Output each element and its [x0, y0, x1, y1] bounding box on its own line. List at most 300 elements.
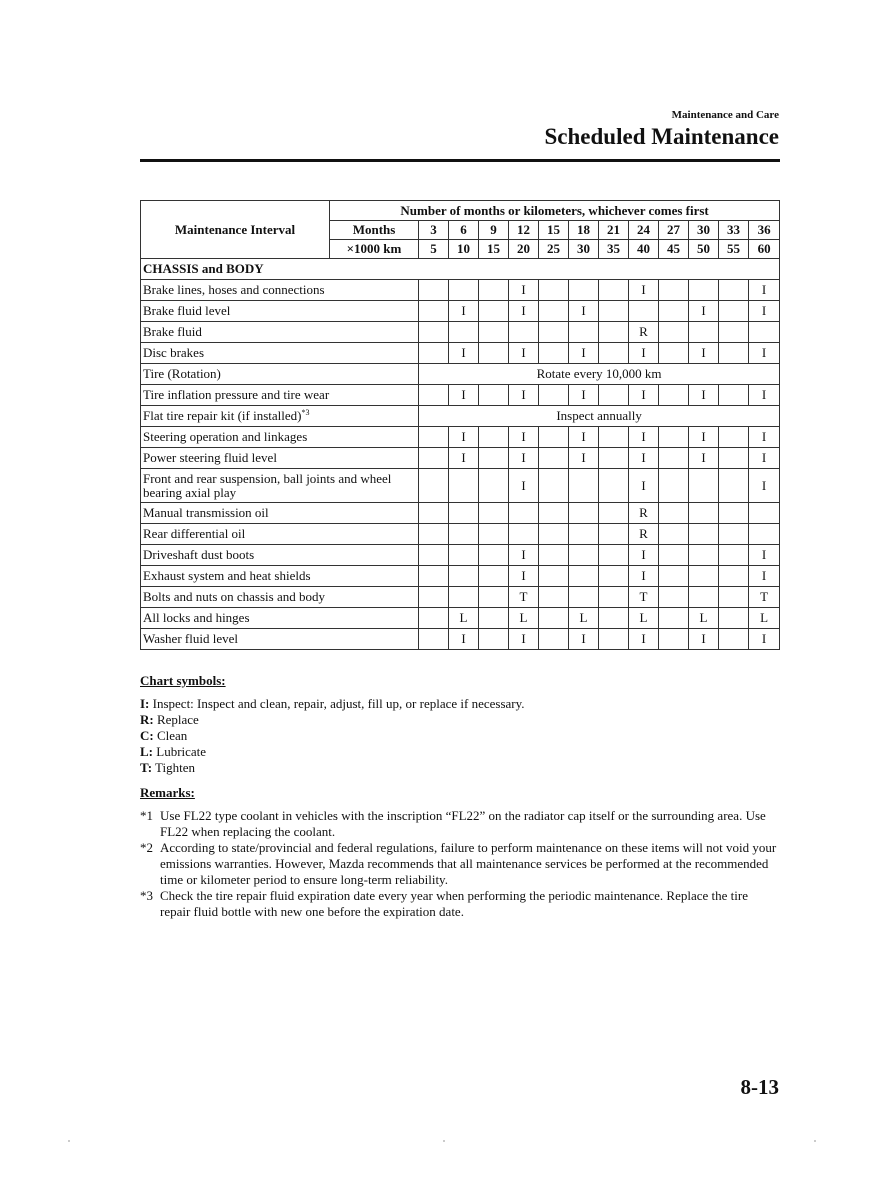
- km-header-cell: 5: [419, 240, 449, 259]
- schedule-cell: [419, 385, 449, 406]
- schedule-cell: I: [629, 448, 659, 469]
- table-row: [141, 301, 780, 322]
- legend: [140, 673, 779, 920]
- schedule-cell: [629, 301, 659, 322]
- schedule-cell: [539, 566, 569, 587]
- schedule-cell: L: [449, 608, 479, 629]
- row-label-text: Tire inflation pressure and tire wear: [143, 387, 330, 402]
- schedule-cell: [599, 301, 629, 322]
- schedule-cell: [419, 280, 449, 301]
- table-row: [141, 608, 780, 629]
- schedule-cell: [719, 469, 749, 503]
- schedule-cell: [479, 587, 509, 608]
- schedule-cell: [599, 448, 629, 469]
- schedule-cell: I: [749, 629, 780, 650]
- schedule-cell: I: [569, 301, 599, 322]
- symbol-text: Clean: [153, 728, 188, 743]
- schedule-cell: I: [689, 448, 719, 469]
- print-dot: [814, 1140, 816, 1142]
- schedule-cell: I: [449, 343, 479, 364]
- km-header-cell: 40: [629, 240, 659, 259]
- schedule-cell: I: [749, 545, 780, 566]
- schedule-cell: [479, 524, 509, 545]
- symbol-text: Replace: [153, 712, 199, 727]
- schedule-cell: [569, 469, 599, 503]
- schedule-cell: I: [749, 566, 780, 587]
- schedule-cell: [479, 322, 509, 343]
- schedule-cell: [539, 469, 569, 503]
- schedule-cell: I: [509, 343, 539, 364]
- schedule-cell: [719, 545, 749, 566]
- schedule-cell: I: [509, 301, 539, 322]
- schedule-cell: [419, 545, 449, 566]
- schedule-cell: I: [449, 427, 479, 448]
- schedule-cell: [719, 343, 749, 364]
- symbol-item: [140, 712, 779, 728]
- schedule-cell: I: [749, 448, 780, 469]
- symbol-item: [140, 696, 779, 712]
- table-row: [141, 343, 780, 364]
- row-label-text: Rear differential oil: [143, 526, 246, 541]
- km-header-cell: 50: [689, 240, 719, 259]
- symbol-item: [140, 744, 779, 760]
- schedule-cell: [569, 503, 599, 524]
- section-title: CHASSIS and BODY: [141, 259, 780, 280]
- row-label: [141, 545, 419, 566]
- schedule-cell: [419, 448, 449, 469]
- month-header-cell: 3: [419, 221, 449, 240]
- print-dot: [68, 1140, 70, 1142]
- schedule-cell: [719, 280, 749, 301]
- schedule-cell: [449, 587, 479, 608]
- schedule-cell: [419, 587, 449, 608]
- schedule-cell: [539, 301, 569, 322]
- schedule-cell: [659, 629, 689, 650]
- schedule-cell: [479, 280, 509, 301]
- maintenance-interval-header: Maintenance Interval: [141, 201, 330, 259]
- schedule-cell: [419, 427, 449, 448]
- schedule-cell: [449, 469, 479, 503]
- schedule-cell: I: [449, 301, 479, 322]
- schedule-cell: I: [569, 427, 599, 448]
- row-label: [141, 503, 419, 524]
- row-label: [141, 343, 419, 364]
- month-header-cell: 24: [629, 221, 659, 240]
- schedule-cell: [509, 524, 539, 545]
- schedule-cell: I: [569, 343, 599, 364]
- schedule-cell: [569, 524, 599, 545]
- schedule-cell: [539, 385, 569, 406]
- schedule-cell: I: [509, 545, 539, 566]
- schedule-cell: [539, 427, 569, 448]
- span-cell: Rotate every 10,000 km: [419, 364, 780, 385]
- schedule-cell: [599, 608, 629, 629]
- schedule-cell: [479, 629, 509, 650]
- km-header-cell: 30: [569, 240, 599, 259]
- row-label: [141, 364, 419, 385]
- schedule-cell: [659, 608, 689, 629]
- schedule-cell: [659, 503, 689, 524]
- table-row: [141, 524, 780, 545]
- row-label-text: Front and rear suspension, ball joints and wheel bearing axial play: [143, 470, 392, 500]
- schedule-cell: [479, 448, 509, 469]
- schedule-cell: [719, 385, 749, 406]
- schedule-cell: [599, 343, 629, 364]
- table-row: [141, 364, 780, 385]
- month-header-cell: 12: [509, 221, 539, 240]
- symbol-key: R:: [140, 712, 154, 727]
- row-label: [141, 448, 419, 469]
- km-header-cell: 60: [749, 240, 780, 259]
- remark-number: *2: [140, 840, 153, 855]
- table-row: [141, 280, 780, 301]
- schedule-cell: [539, 280, 569, 301]
- schedule-cell: [419, 343, 449, 364]
- symbol-text: Tighten: [152, 760, 196, 775]
- schedule-cell: [719, 587, 749, 608]
- schedule-cell: [659, 322, 689, 343]
- schedule-cell: T: [629, 587, 659, 608]
- remarks-heading: Remarks:: [140, 785, 195, 800]
- section-row: [141, 259, 780, 280]
- schedule-cell: [419, 322, 449, 343]
- schedule-cell: [599, 280, 629, 301]
- schedule-cell: [479, 608, 509, 629]
- months-label: Months: [330, 221, 419, 240]
- schedule-cell: [599, 322, 629, 343]
- schedule-cell: [449, 545, 479, 566]
- schedule-cell: L: [689, 608, 719, 629]
- schedule-cell: [599, 385, 629, 406]
- schedule-cell: I: [749, 427, 780, 448]
- schedule-cell: [479, 385, 509, 406]
- schedule-cell: [539, 524, 569, 545]
- schedule-cell: T: [509, 587, 539, 608]
- schedule-cell: [479, 503, 509, 524]
- month-header-cell: 6: [449, 221, 479, 240]
- symbol-item: [140, 728, 779, 744]
- km-header-cell: 25: [539, 240, 569, 259]
- schedule-cell: I: [449, 629, 479, 650]
- month-header-cell: 18: [569, 221, 599, 240]
- schedule-cell: [419, 524, 449, 545]
- schedule-cell: [419, 608, 449, 629]
- schedule-cell: I: [509, 427, 539, 448]
- remark-text: Use FL22 type coolant in vehicles with the inscription “FL22” on the radiator cap itself or the surrounding area. Use FL22 when replacing the coolant.: [160, 808, 766, 839]
- row-label-text: Disc brakes: [143, 345, 205, 360]
- schedule-cell: [479, 469, 509, 503]
- km-header-cell: 10: [449, 240, 479, 259]
- schedule-cell: R: [629, 524, 659, 545]
- symbol-list: [140, 696, 779, 776]
- schedule-cell: [569, 280, 599, 301]
- km-header-cell: 55: [719, 240, 749, 259]
- schedule-cell: I: [449, 448, 479, 469]
- month-header-cell: 36: [749, 221, 780, 240]
- km-header-cell: 45: [659, 240, 689, 259]
- schedule-cell: [719, 566, 749, 587]
- schedule-cell: [689, 524, 719, 545]
- table-row: [141, 503, 780, 524]
- schedule-cell: [689, 587, 719, 608]
- schedule-cell: [539, 608, 569, 629]
- row-label-text: Washer fluid level: [143, 631, 238, 646]
- page-header: [140, 108, 779, 152]
- schedule-cell: [539, 322, 569, 343]
- month-header-cell: 27: [659, 221, 689, 240]
- schedule-cell: [659, 587, 689, 608]
- chart-symbols-heading: Chart symbols:: [140, 673, 226, 688]
- symbol-key: I:: [140, 696, 150, 711]
- schedule-cell: [659, 427, 689, 448]
- schedule-cell: I: [569, 629, 599, 650]
- schedule-cell: I: [689, 427, 719, 448]
- schedule-cell: [599, 524, 629, 545]
- schedule-cell: [659, 385, 689, 406]
- section-label: Maintenance and Care: [671, 109, 779, 121]
- schedule-cell: [659, 545, 689, 566]
- schedule-cell: [719, 301, 749, 322]
- schedule-cell: [719, 448, 749, 469]
- row-label: [141, 524, 419, 545]
- row-label: [141, 385, 419, 406]
- schedule-cell: I: [509, 385, 539, 406]
- km-label: ×1000 km: [330, 240, 419, 259]
- schedule-cell: I: [509, 448, 539, 469]
- row-label-text: Brake fluid: [143, 324, 202, 339]
- row-label: [141, 566, 419, 587]
- schedule-cell: [689, 545, 719, 566]
- table-row: [141, 385, 780, 406]
- row-label-text: Power steering fluid level: [143, 450, 277, 465]
- schedule-cell: I: [749, 301, 780, 322]
- symbol-text: Lubricate: [153, 744, 207, 759]
- schedule-cell: [479, 427, 509, 448]
- schedule-cell: I: [629, 280, 659, 301]
- remark-text: According to state/provincial and federal regulations, failure to perform maintenance on these items will not void your emissions warranties. However, Mazda recommends that all maintenance services be performed at the recommended time or kilometer period to ensure long-term reliability.: [160, 840, 777, 887]
- schedule-cell: [689, 322, 719, 343]
- remark-item: [140, 808, 779, 840]
- schedule-cell: [449, 566, 479, 587]
- schedule-cell: [569, 545, 599, 566]
- schedule-cell: I: [629, 343, 659, 364]
- footnote-ref: *3: [301, 408, 310, 417]
- schedule-cell: [719, 322, 749, 343]
- remark-text: Check the tire repair fluid expiration date every year when performing the periodic maintenance. Replace the tire repair fluid bottle with new one before the expiration date.: [160, 888, 748, 919]
- schedule-cell: [599, 427, 629, 448]
- row-label-text: Brake fluid level: [143, 303, 231, 318]
- row-label: [141, 469, 419, 503]
- schedule-cell: [449, 280, 479, 301]
- schedule-cell: [749, 524, 780, 545]
- schedule-cell: [689, 280, 719, 301]
- row-label: [141, 406, 419, 427]
- schedule-cell: T: [749, 587, 780, 608]
- schedule-cell: L: [629, 608, 659, 629]
- schedule-cell: [749, 322, 780, 343]
- schedule-cell: I: [749, 385, 780, 406]
- table-row: [141, 587, 780, 608]
- schedule-cell: I: [509, 469, 539, 503]
- month-header-cell: 33: [719, 221, 749, 240]
- remark-number: *1: [140, 808, 153, 823]
- table-row: [141, 406, 780, 427]
- row-label-text: Driveshaft dust boots: [143, 547, 255, 562]
- row-label: [141, 629, 419, 650]
- schedule-cell: [479, 301, 509, 322]
- schedule-cell: [569, 322, 599, 343]
- page-title: Scheduled Maintenance: [544, 124, 779, 149]
- schedule-cell: [419, 566, 449, 587]
- schedule-cell: I: [689, 343, 719, 364]
- remark-number: *3: [140, 888, 153, 903]
- row-label-text: Brake lines, hoses and connections: [143, 282, 325, 297]
- schedule-cell: [449, 322, 479, 343]
- schedule-cell: [509, 322, 539, 343]
- schedule-cell: L: [509, 608, 539, 629]
- row-label: [141, 280, 419, 301]
- schedule-cell: [659, 566, 689, 587]
- symbol-key: T:: [140, 760, 153, 775]
- remark-item: [140, 888, 779, 920]
- schedule-cell: I: [629, 545, 659, 566]
- schedule-cell: I: [629, 629, 659, 650]
- schedule-cell: [659, 469, 689, 503]
- row-label-text: Manual transmission oil: [143, 505, 269, 520]
- schedule-cell: [539, 343, 569, 364]
- schedule-cell: I: [689, 385, 719, 406]
- schedule-cell: I: [689, 629, 719, 650]
- schedule-cell: [719, 629, 749, 650]
- row-label: [141, 587, 419, 608]
- schedule-cell: [479, 545, 509, 566]
- row-label-text: Steering operation and linkages: [143, 429, 308, 444]
- schedule-cell: R: [629, 503, 659, 524]
- schedule-cell: [659, 524, 689, 545]
- schedule-cell: I: [749, 280, 780, 301]
- schedule-cell: I: [569, 448, 599, 469]
- remark-item: [140, 840, 779, 888]
- month-header-cell: 30: [689, 221, 719, 240]
- schedule-cell: I: [629, 469, 659, 503]
- schedule-cell: I: [569, 385, 599, 406]
- schedule-cell: [569, 566, 599, 587]
- schedule-cell: [689, 469, 719, 503]
- table-row: [141, 566, 780, 587]
- schedule-cell: [539, 503, 569, 524]
- schedule-cell: [749, 503, 780, 524]
- schedule-cell: [449, 524, 479, 545]
- month-header-cell: 21: [599, 221, 629, 240]
- schedule-cell: R: [629, 322, 659, 343]
- row-label-text: All locks and hinges: [143, 610, 250, 625]
- schedule-cell: [479, 343, 509, 364]
- month-header-cell: 9: [479, 221, 509, 240]
- schedule-cell: [659, 301, 689, 322]
- schedule-cell: [569, 587, 599, 608]
- row-label-text: Flat tire repair kit (if installed): [143, 408, 302, 423]
- table-row: [141, 629, 780, 650]
- row-label: [141, 427, 419, 448]
- schedule-cell: [719, 524, 749, 545]
- km-header-cell: 35: [599, 240, 629, 259]
- schedule-cell: [599, 503, 629, 524]
- schedule-cell: [509, 503, 539, 524]
- schedule-cell: [479, 566, 509, 587]
- page-number: 8-13: [740, 1075, 779, 1099]
- schedule-cell: [719, 503, 749, 524]
- schedule-cell: I: [509, 280, 539, 301]
- remark-list: [140, 808, 779, 920]
- schedule-cell: I: [629, 385, 659, 406]
- schedule-cell: [449, 503, 479, 524]
- schedule-cell: [539, 587, 569, 608]
- schedule-cell: [539, 448, 569, 469]
- header-rule: [140, 159, 780, 162]
- schedule-cell: [599, 587, 629, 608]
- table-row: [141, 469, 780, 503]
- table-row: [141, 427, 780, 448]
- table-row: [141, 448, 780, 469]
- month-header-cell: 15: [539, 221, 569, 240]
- schedule-cell: [599, 545, 629, 566]
- schedule-cell: [689, 566, 719, 587]
- schedule-cell: I: [509, 566, 539, 587]
- maintenance-table: [140, 200, 780, 650]
- schedule-cell: [719, 427, 749, 448]
- schedule-cell: [689, 503, 719, 524]
- schedule-cell: I: [749, 343, 780, 364]
- km-header-cell: 15: [479, 240, 509, 259]
- row-label: [141, 322, 419, 343]
- row-label: [141, 301, 419, 322]
- schedule-cell: [659, 343, 689, 364]
- km-header-cell: 20: [509, 240, 539, 259]
- schedule-cell: [419, 469, 449, 503]
- symbol-key: L:: [140, 744, 153, 759]
- row-label-text: Exhaust system and heat shields: [143, 568, 311, 583]
- schedule-cell: I: [749, 469, 780, 503]
- print-dot: [443, 1140, 445, 1142]
- table-row: [141, 322, 780, 343]
- symbol-key: C:: [140, 728, 154, 743]
- span-cell: Inspect annually: [419, 406, 780, 427]
- schedule-cell: I: [629, 427, 659, 448]
- schedule-cell: I: [689, 301, 719, 322]
- schedule-cell: [659, 448, 689, 469]
- schedule-cell: [419, 301, 449, 322]
- schedule-cell: I: [509, 629, 539, 650]
- table-row: [141, 545, 780, 566]
- row-label-text: Tire (Rotation): [143, 366, 221, 381]
- symbol-text: Inspect: Inspect and clean, repair, adjust, fill up, or replace if necessary.: [149, 696, 525, 711]
- schedule-cell: [419, 503, 449, 524]
- schedule-cell: I: [629, 566, 659, 587]
- symbol-item: [140, 760, 779, 776]
- schedule-cell: [599, 469, 629, 503]
- row-label-text: Bolts and nuts on chassis and body: [143, 589, 325, 604]
- schedule-cell: [539, 545, 569, 566]
- schedule-cell: [419, 629, 449, 650]
- schedule-cell: [539, 629, 569, 650]
- interval-span-header: Number of months or kilometers, whichever comes first: [330, 201, 780, 221]
- schedule-cell: [659, 280, 689, 301]
- schedule-cell: L: [749, 608, 780, 629]
- row-label: [141, 608, 419, 629]
- schedule-cell: [599, 629, 629, 650]
- schedule-cell: I: [449, 385, 479, 406]
- schedule-cell: [719, 608, 749, 629]
